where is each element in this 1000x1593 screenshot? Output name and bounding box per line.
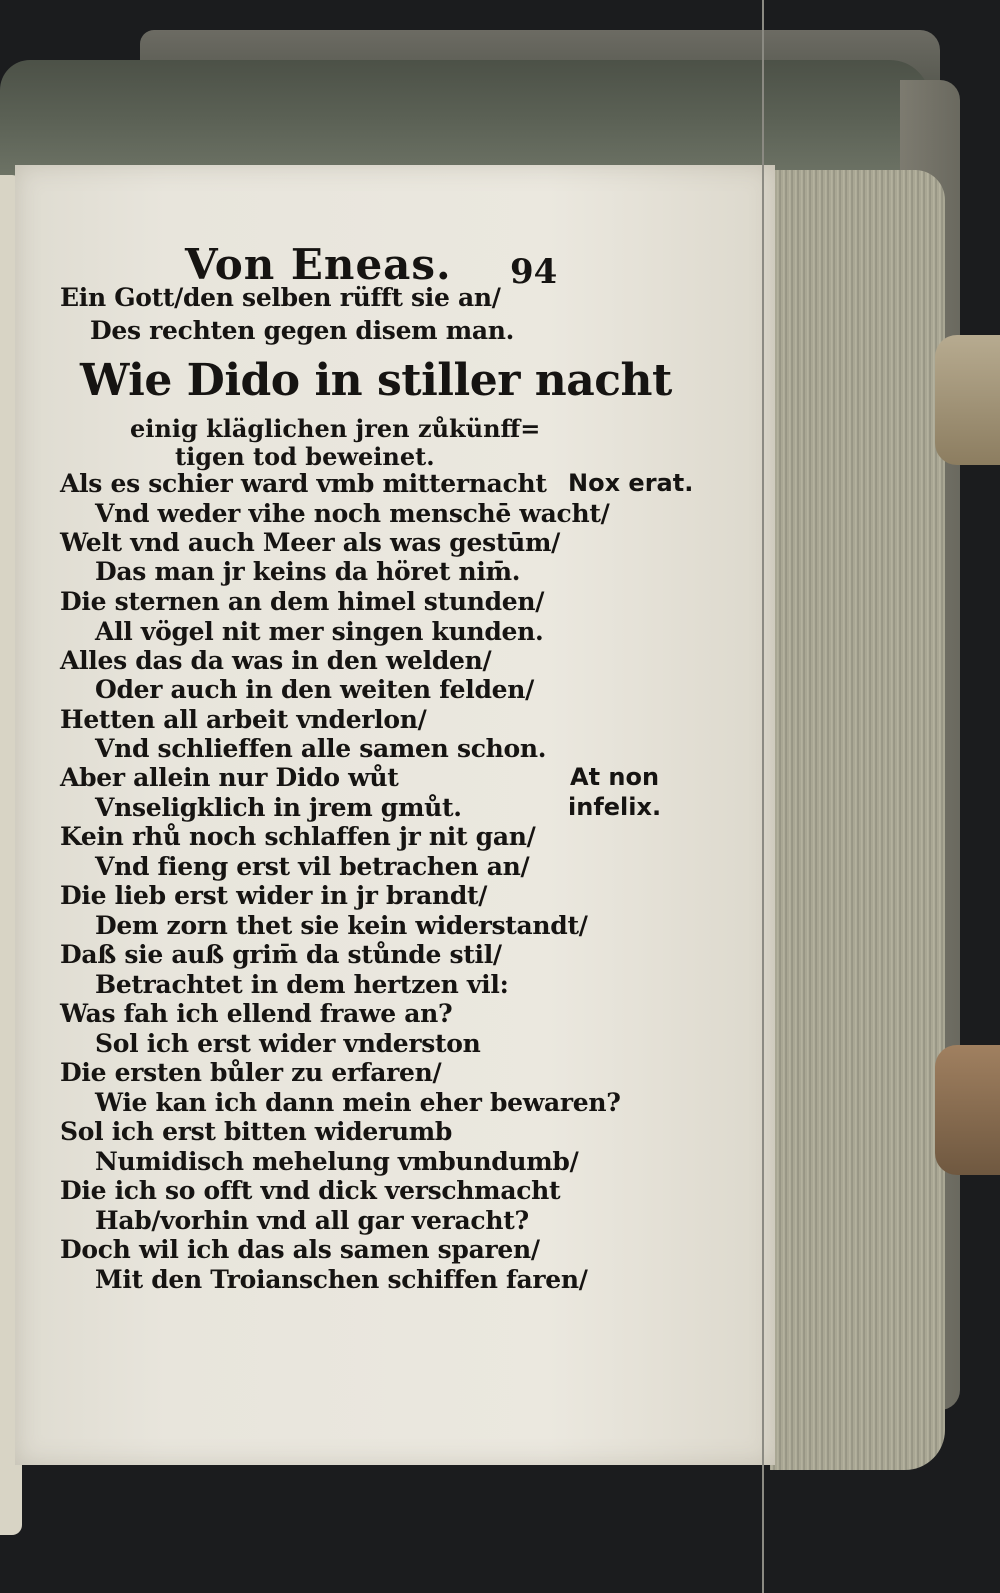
intro-line: Des rechten gegen disem man. <box>90 316 515 345</box>
verse-line: Welt vnd auch Meer als was gestūm/ <box>60 528 560 557</box>
page-fore-edge <box>770 170 945 1470</box>
verse-line: Daß sie auß grim̄ da stůnde stil/ <box>60 940 502 969</box>
verse-line: Die ich so offt vnd dick verschmacht <box>60 1176 561 1205</box>
section-subheading: tigen tod beweinet. <box>175 442 435 471</box>
verse-line: Oder auch in den weiten felden/ <box>95 675 534 704</box>
verse-line: Mit den Troianschen schiffen faren/ <box>95 1265 588 1294</box>
verse-line: Doch wil ich das als samen sparen/ <box>60 1235 540 1264</box>
margin-note: Nox erat. <box>568 469 694 497</box>
verse-line: Sol ich erst bitten widerumb <box>60 1117 453 1146</box>
page-number: 94 <box>510 252 558 292</box>
section-heading: Wie Dido in stiller nacht <box>80 355 672 406</box>
verse-line: Alles das da was in den welden/ <box>60 646 492 675</box>
clasp-top <box>935 335 1000 465</box>
margin-note: At non <box>570 763 660 791</box>
verse-line: Sol ich erst wider vnderston <box>95 1029 481 1058</box>
verse-line: Die ersten bůler zu erfaren/ <box>60 1058 442 1087</box>
verse-line: Die sternen an dem himel stunden/ <box>60 587 545 616</box>
verse-line: Vnseligklich in jrem gmůt. <box>95 793 462 822</box>
verse-line: Aber allein nur Dido wůt <box>60 763 399 792</box>
verse-line: Hab/vorhin vnd all gar veracht? <box>95 1206 529 1235</box>
verse-line: All vögel nit mer singen kunden. <box>95 617 544 646</box>
verse-line: Was fah ich ellend frawe an? <box>60 999 453 1028</box>
verse-line: Hetten all arbeit vnderlon/ <box>60 705 427 734</box>
verse-line: Vnd schlieffen alle samen schon. <box>95 734 547 763</box>
section-subheading: einig kläglichen jren zůkünff= <box>130 414 541 443</box>
running-header: Von Eneas. <box>185 240 452 289</box>
verse-line: Als es schier ward vmb mitternacht <box>60 469 547 498</box>
verse-line: Numidisch mehelung vmbundumb/ <box>95 1147 579 1176</box>
verse-line: Kein rhů noch schlaffen jr nit gan/ <box>60 822 536 851</box>
verse-line: Wie kan ich dann mein eher bewaren? <box>95 1088 621 1117</box>
margin-note: infelix. <box>568 793 662 821</box>
verse-line: Die lieb erst wider in jr brandt/ <box>60 881 488 910</box>
verse-line: Vnd weder vihe noch menschē wacht/ <box>95 499 610 528</box>
clasp-bottom <box>935 1045 1000 1175</box>
verse-line: Betrachtet in dem hertzen vil: <box>95 970 509 999</box>
scan-line <box>762 0 764 1593</box>
verse-line: Das man jr keins da höret nim̄. <box>95 557 521 586</box>
intro-line: Ein Gott/den selben rüfft sie an/ <box>60 283 501 312</box>
verse-line: Dem zorn thet sie kein widerstandt/ <box>95 911 588 940</box>
verse-line: Vnd fieng erst vil betrachen an/ <box>95 852 530 881</box>
